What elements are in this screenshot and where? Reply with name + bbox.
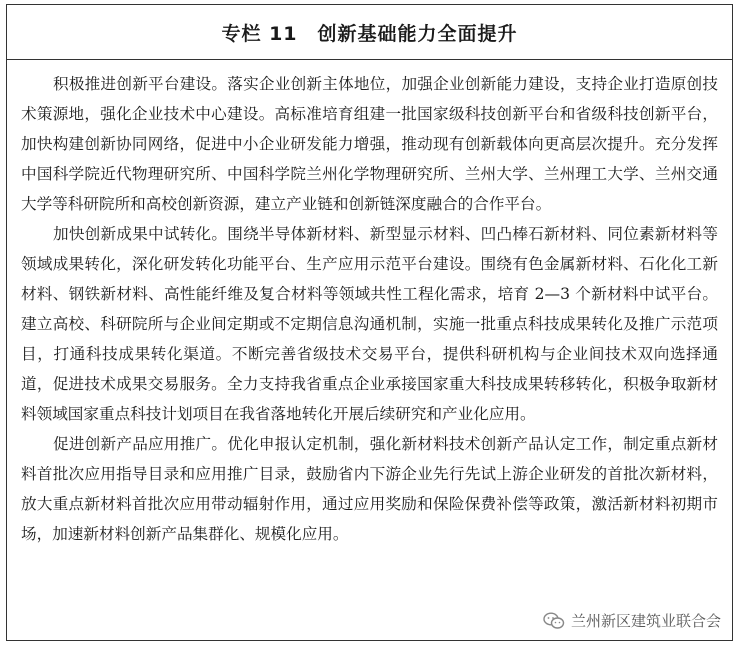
column-content bbox=[7, 60, 732, 549]
paragraph-innovation-platform: 积极推进创新平台建设。落实企业创新主体地位，加强企业创新能力建设，支持企业打造原创技术策源地，强化企业技术中心建设。高标准培育组建一批国家级科技创新平台和省级科技创新平台，加快构建创新协同网络，促进中小企业研发能力增强，推动现有创新载体向更高层次提升。充分发挥中国科学院近代物理研究所、中国科学院兰州化学物理研究所、兰州大学、兰州理工大学、兰州交通大学等科研院所和高校创新资源，建立产业链和创新链深度融合的合作平台。 bbox=[21, 75, 718, 213]
title-bar bbox=[7, 5, 732, 60]
paragraph-pilot-transformation: 加快创新成果中试转化。围绕半导体新材料、新型显示材料、凹凸棒石新材料、同位素新材料等领域成果转化，深化研发转化功能平台、生产应用示范平台建设。围绕有色金属新材料、石化化工新材料、钢铁新材料、高性能纤维及复合材料等领域共性工程化需求，培育 2—3 个新材料中试平台。建立高校、科研院所与企业间定期或不定期信息沟通机制，实施一批重点科技成果转化及推广示范项目，打通科技成果转化渠道。不断完善省级技术交易平台，提供科研机构与企业间技术双向选择通道，促进技术成果交易服务。全力支持我省重点企业承接国家重大科技成果转移转化，积极争取新材料领域国家重点科技计划项目在我省落地转化开展后续研究和产业化应用。 bbox=[21, 225, 718, 423]
watermark bbox=[539, 608, 725, 633]
wechat-icon bbox=[543, 612, 565, 630]
column-title: 专栏 11 创新基础能力全面提升 bbox=[221, 22, 518, 45]
paragraph-product-promotion: 促进创新产品应用推广。优化申报认定机制，强化新材料技术创新产品认定工作，制定重点新材料首批次应用指导目录和应用推广目录，鼓励省内下游企业先行先试上游企业研发的首批次新材料，放大重点新材料首批次应用带动辐射作用，通过应用奖励和保险保费补偿等政策，激活新材料初期市场，加速新材料创新产品集群化、规模化应用。 bbox=[21, 435, 718, 543]
watermark-text: 兰州新区建筑业联合会 bbox=[570, 612, 721, 630]
column-box bbox=[6, 4, 733, 641]
